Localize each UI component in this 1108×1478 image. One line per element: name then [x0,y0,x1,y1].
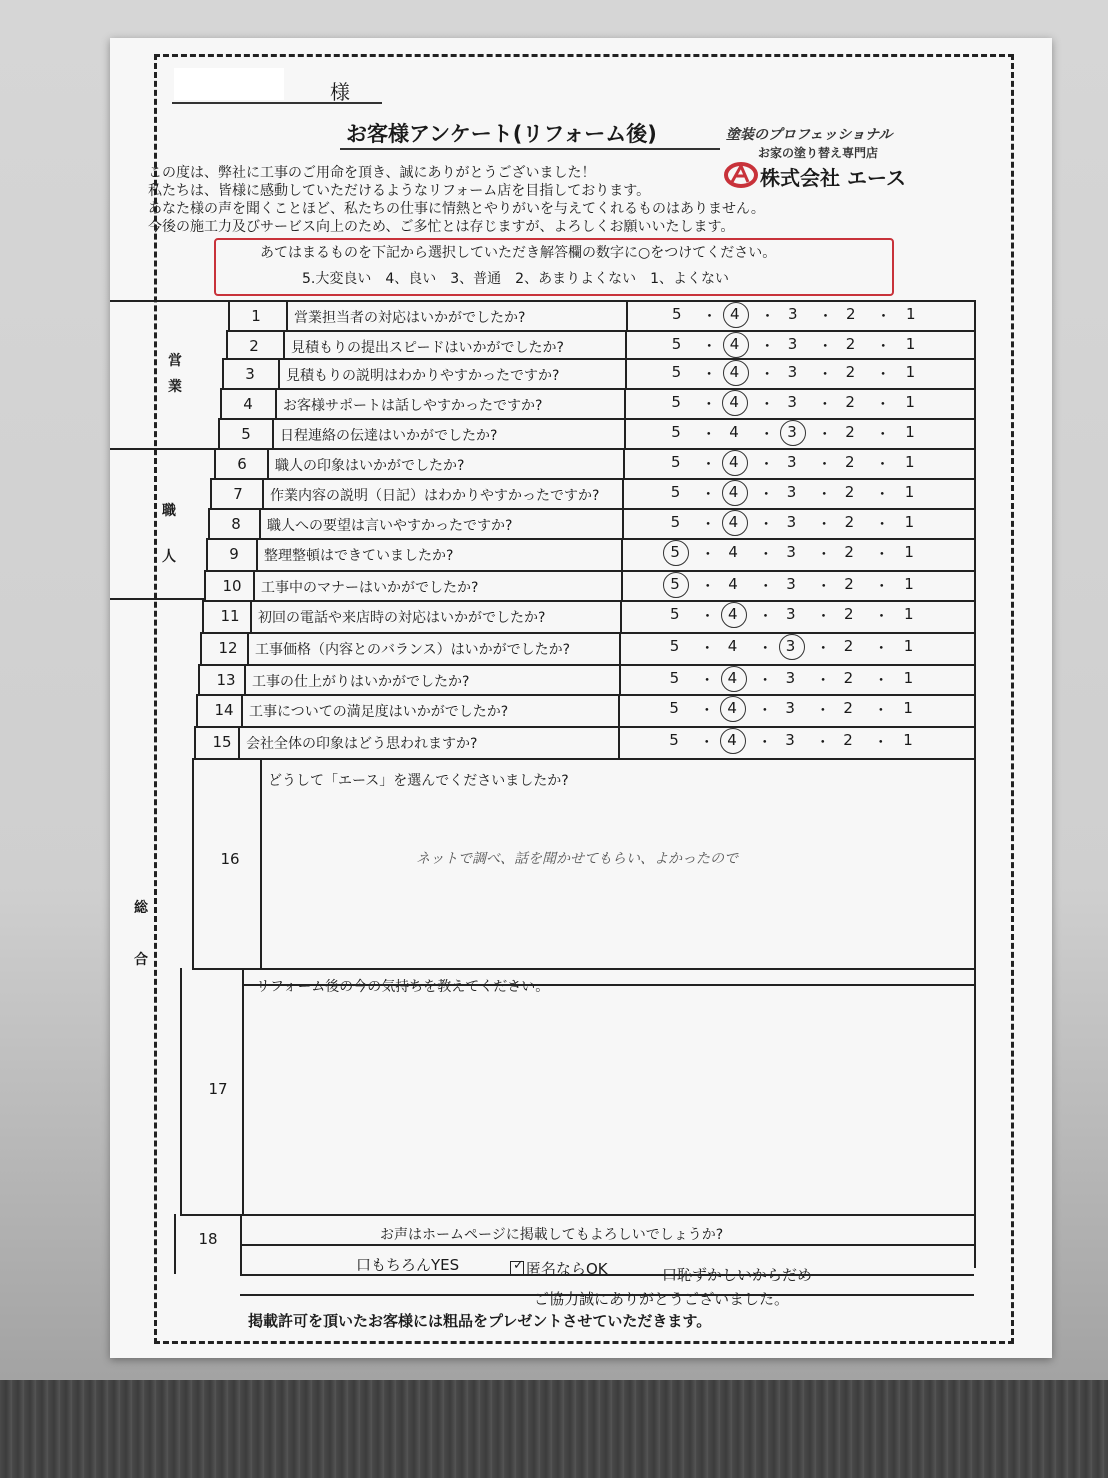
scale-separator: ・ [815,701,831,719]
intro-line: この度は、弊社に工事のご用命を頂き、誠にありがとうございました！ [148,165,596,181]
question-number: 12 [218,639,238,657]
scale-option[interactable]: 3 [786,605,796,623]
table-rule [222,358,224,388]
scale-option[interactable]: 1 [905,363,916,381]
table-rule [194,726,974,728]
rating-legend: 5.大変良い 4、良い 3、普通 2、あまりよくない 1、よくない [302,271,729,287]
scale-separator: ・ [816,485,832,503]
option-yes[interactable]: 口もちろんYES [356,1256,460,1274]
scale-option[interactable]: 1 [905,393,915,411]
title-underline [340,148,720,150]
scale-option[interactable]: 1 [905,423,915,441]
table-rule [283,330,285,358]
question-number: 8 [231,515,241,533]
answer-circle [723,360,749,386]
category-craftsmen: 職人 [162,503,176,565]
scale-option[interactable]: 4 [729,335,740,353]
scale-separator: ・ [700,515,716,533]
scale-separator: ・ [758,577,774,595]
table-rule [196,694,198,726]
scale-option[interactable]: 2 [845,453,855,471]
scale-separator: ・ [701,455,717,473]
scale-option[interactable]: 3 [785,637,796,655]
scale-separator: ・ [815,671,831,689]
scale-option[interactable]: 5 [671,363,682,381]
table-rule [620,600,622,632]
table-rule [198,664,200,694]
checked-box-icon: ✓ [510,1261,524,1275]
scale-option[interactable]: 1 [904,575,914,593]
scale-separator: ・ [701,425,717,443]
scale-option[interactable]: 5 [671,335,682,353]
scale-separator: ・ [875,365,891,383]
answer-circle [723,332,749,358]
answer-circle [723,302,749,328]
table-rule [192,758,194,968]
table-rule [242,984,974,986]
scale-option[interactable]: 5 [669,731,679,749]
table-rule [222,358,974,360]
scale-option[interactable]: 5 [671,453,681,471]
scale-option[interactable]: 4 [729,423,739,441]
scale-option[interactable]: 5 [671,423,681,441]
question-text: 整理整頓はできていましたか? [264,548,454,564]
scale-separator: ・ [875,455,891,473]
scale-separator: ・ [815,639,831,657]
question-text: 作業内容の説明（日記）はわかりやすかったですか? [270,488,600,504]
scale-option[interactable]: 5 [670,513,681,531]
scale-option[interactable]: 1 [904,483,915,501]
scale-separator: ・ [700,607,716,625]
question-text: 工事の仕上がりはいかがでしたか? [252,674,470,690]
table-rule [218,418,974,420]
scale-separator: ・ [699,701,715,719]
table-rule [622,478,624,508]
intro-line: 私たちは、皆様に感動していただけるようなリフォーム店を目指しております。 [148,183,651,199]
question-number: 5 [241,425,251,443]
question-text: 職人への要望は言いやすかったですか? [267,518,513,534]
scale-option[interactable]: 3 [787,393,797,411]
answer-circle [721,602,747,628]
scale-separator: ・ [758,545,774,563]
scale-separator: ・ [699,671,715,689]
category-overall: 総合 [134,900,148,968]
scale-separator: ・ [875,425,891,443]
table-rule [180,968,182,1214]
scale-option[interactable]: 5 [669,699,679,717]
table-rule [180,1214,974,1216]
scale-option[interactable]: 3 [785,669,796,687]
scale-separator: ・ [758,515,774,533]
scale-separator: ・ [875,395,891,413]
scale-option[interactable]: 3 [785,731,795,749]
table-rule [214,448,216,478]
table-rule [110,300,974,302]
scale-option[interactable]: 3 [785,699,795,717]
answer-circle [722,510,748,536]
scale-option[interactable]: 5 [670,575,680,593]
scale-option[interactable]: 2 [843,669,854,687]
scale-option[interactable]: 4 [728,575,738,593]
question-number: 11 [220,607,240,625]
question-number: 2 [249,337,259,355]
thanks-text: ご協力誠にありがとうございました。 [534,1290,790,1308]
scale-separator: ・ [757,639,773,657]
table-rule [200,632,974,634]
answer-circle [720,728,746,754]
scale-option[interactable]: 1 [903,669,914,687]
scale-separator: ・ [874,577,890,595]
table-rule [250,600,252,632]
table-rule [220,388,974,390]
scale-option[interactable]: 4 [728,605,738,623]
scale-option[interactable]: 1 [905,453,915,471]
question-text: 職人の印象はいかがでしたか? [275,458,465,474]
scale-option[interactable]: 3 [786,483,797,501]
company-logo-icon [724,162,758,188]
scale-separator: ・ [701,337,717,355]
scale-option[interactable]: 1 [903,731,913,749]
table-rule [194,758,974,760]
table-rule [623,448,625,478]
name-underline [172,102,382,104]
scale-separator: ・ [817,337,833,355]
desk-edge [0,1380,1108,1478]
question-number: 17 [208,1080,228,1098]
question-number: 4 [243,395,253,413]
table-rule [618,726,620,758]
scale-separator: ・ [874,607,890,625]
scale-separator: ・ [699,733,715,751]
scale-separator: ・ [873,671,889,689]
scale-separator: ・ [701,365,717,383]
table-rule [226,330,974,332]
scale-option[interactable]: 2 [845,423,855,441]
table-rule [621,570,623,600]
table-rule [192,968,974,970]
table-rule [198,664,974,666]
table-rule [253,570,255,600]
scale-option[interactable]: 3 [787,453,797,471]
scale-option[interactable]: 2 [843,699,853,717]
table-rule [240,1294,974,1296]
table-rule [196,694,974,696]
question-text: 見積もりの説明はわかりやすかったですか? [286,368,560,384]
category-sales: 営業 [168,353,182,395]
table-rule [624,418,626,448]
question-text: 工事中のマナーはいかがでしたか? [261,580,479,596]
table-rule [262,478,264,508]
scale-option[interactable]: 5 [670,605,680,623]
scale-separator: ・ [702,307,718,325]
table-rule [621,538,623,570]
scale-separator: ・ [816,545,832,563]
table-rule [214,448,974,450]
answer-circle [779,634,805,660]
scale-separator: ・ [759,425,775,443]
honorific: 様 [330,80,350,104]
table-rule [208,508,974,510]
question-number: 1 [251,307,261,325]
page-title: お客様アンケート(リフォーム後) [346,122,657,146]
question-number: 14 [214,701,234,719]
gift-notice: 掲載許可を頂いたお客様には粗品をプレゼントさせていただきます。 [248,1312,712,1330]
scale-option[interactable]: 1 [904,513,915,531]
scale-option[interactable]: 4 [729,453,739,471]
survey-sheet [110,38,1052,1358]
question-text: 営業担当者の対応はいかがでしたか? [294,310,526,326]
scale-separator: ・ [758,607,774,625]
instruction-text: あてはまるものを下記から選択していただき解答欄の数字に○をつけてください。 [260,245,777,261]
handwritten-answer: ネットで調べ、話を聞かせてもらい、よかったので [416,851,738,867]
table-rule [259,508,261,538]
scale-option[interactable]: 5 [670,483,681,501]
scale-separator: ・ [816,515,832,533]
scale-option[interactable]: 2 [843,637,854,655]
question-text: 日程連絡の伝達はいかがでしたか? [280,428,498,444]
question-number: 6 [237,455,247,473]
question-text: お声はホームページに掲載してもよろしいでしょうか? [380,1227,724,1243]
scale-separator: ・ [701,395,717,413]
company-name: 株式会社 エース [760,166,906,190]
scale-option[interactable]: 1 [906,305,916,323]
scale-option[interactable]: 3 [787,423,797,441]
question-text: 見積もりの提出スピードはいかがでしたか? [291,340,564,356]
scale-separator: ・ [817,425,833,443]
question-text: お客様サポートは話しやすかったですか? [283,398,543,414]
scale-option[interactable]: 1 [903,637,914,655]
scale-option[interactable]: 4 [728,513,739,531]
scale-option[interactable]: 5 [669,637,680,655]
table-rule [624,388,626,418]
scale-separator: ・ [815,733,831,751]
scale-separator: ・ [757,701,773,719]
customer-name-redaction [174,68,284,100]
question-number: 16 [220,850,240,868]
scale-separator: ・ [759,395,775,413]
question-text: 会社全体の印象はどう思われますか? [246,736,478,752]
scale-separator: ・ [758,485,774,503]
scale-option[interactable]: 4 [728,543,738,561]
table-rule [267,448,269,478]
question-number: 3 [245,365,255,383]
answer-circle [780,420,806,446]
question-number: 7 [233,485,243,503]
table-rule [202,600,974,602]
table-rule [204,570,206,600]
question-text: 初回の電話や来店時の対応はいかがでしたか? [258,610,546,626]
scale-option[interactable]: 4 [729,393,739,411]
scale-separator: ・ [817,365,833,383]
scale-separator: ・ [817,455,833,473]
table-rule [286,300,288,330]
table-rule [626,300,628,330]
scale-option[interactable]: 2 [844,575,854,593]
brand-tagline: 塗装のプロフェッショナル [726,127,893,143]
scale-option[interactable]: 3 [786,513,797,531]
table-rule [260,758,262,968]
table-rule [210,478,974,480]
scale-option[interactable]: 2 [846,305,856,323]
scale-option[interactable]: 3 [787,363,798,381]
question-text: 工事についての満足度はいかがでしたか? [249,704,509,720]
scale-separator: ・ [699,639,715,657]
scale-option[interactable]: 1 [904,543,914,561]
scale-option[interactable]: 5 [671,393,681,411]
scale-option[interactable]: 2 [844,513,855,531]
scale-option[interactable]: 4 [730,305,740,323]
table-rule [110,598,206,600]
scale-separator: ・ [818,307,834,325]
table-rule [625,358,627,388]
scale-option[interactable]: 4 [729,363,740,381]
table-rule [974,300,976,1268]
question-number: 18 [198,1230,218,1248]
scale-separator: ・ [816,577,832,595]
scale-option[interactable]: 3 [786,543,796,561]
table-rule [228,300,230,330]
scale-option[interactable]: 2 [845,393,855,411]
question-number: 10 [222,577,242,595]
table-rule [619,664,621,694]
question-text: どうして「エース」を選んでくださいましたか? [268,773,569,789]
scale-option[interactable]: 1 [903,699,913,717]
answer-circle [663,572,689,598]
table-rule [110,448,220,450]
table-rule [240,1274,974,1276]
intro-line: 今後の施工力及びサービス向上のため、ご多忙とは存じますが、よろしくお願いいたします。 [148,219,735,235]
scale-separator: ・ [874,545,890,563]
table-rule [200,632,202,664]
table-rule [619,632,621,664]
scale-option[interactable]: 5 [669,669,680,687]
table-rule [275,388,277,418]
option-anonymous[interactable]: ✓ 匿名ならOK [510,1258,608,1279]
table-rule [218,418,220,448]
scale-option[interactable]: 5 [672,305,682,323]
intro-line: あなた様の声を聞くことほど、私たちの仕事に情熱とやりがいを与えてくれるものはありません。 [148,201,765,217]
brand-subtitle: お家の塗り替え専門店 [758,146,879,160]
scale-option[interactable]: 2 [844,483,855,501]
table-rule [206,538,208,570]
question-number: 13 [216,671,236,689]
scale-option[interactable]: 2 [844,543,854,561]
table-rule [206,538,974,540]
table-rule [194,726,196,758]
table-rule [618,694,620,726]
scale-option[interactable]: 3 [786,575,796,593]
scale-separator: ・ [873,701,889,719]
table-rule [278,358,280,388]
scale-separator: ・ [700,485,716,503]
table-rule [272,418,274,448]
scale-separator: ・ [875,337,891,355]
scale-separator: ・ [874,485,890,503]
table-rule [625,330,627,358]
answer-circle [721,666,747,692]
answer-circle [722,450,748,476]
scale-separator: ・ [759,365,775,383]
table-rule [210,478,212,508]
scale-option[interactable]: 1 [905,335,916,353]
scale-option[interactable]: 4 [727,731,737,749]
question-text: 工事価格（内容とのバランス）はいかがでしたか? [255,642,571,658]
scale-separator: ・ [817,395,833,413]
table-rule [220,388,222,418]
scale-option[interactable]: 5 [670,543,680,561]
scale-separator: ・ [874,515,890,533]
scale-option[interactable]: 4 [727,699,737,717]
table-rule [202,600,204,632]
scale-separator: ・ [700,577,716,595]
table-rule [622,508,624,538]
scale-separator: ・ [757,733,773,751]
scale-option[interactable]: 1 [904,605,914,623]
scale-option[interactable]: 4 [727,637,738,655]
scale-option[interactable]: 4 [727,669,738,687]
table-rule [204,570,974,572]
scale-separator: ・ [757,671,773,689]
option-no[interactable]: 口恥ずかしいからだめ [662,1266,813,1284]
scale-separator: ・ [873,639,889,657]
scale-separator: ・ [876,307,892,325]
question-number: 9 [229,545,239,563]
table-rule [256,538,258,570]
answer-circle [722,480,748,506]
scale-option[interactable]: 2 [843,731,853,749]
scale-separator: ・ [700,545,716,563]
scale-option[interactable]: 2 [844,605,854,623]
question-text: リフォーム後の今の気持ちを教えてください。 [256,979,550,995]
scale-separator: ・ [816,607,832,625]
table-rule [208,508,210,538]
question-number: 15 [212,733,232,751]
scale-separator: ・ [759,455,775,473]
scale-option[interactable]: 3 [788,305,798,323]
table-rule [174,1214,176,1274]
scale-option[interactable]: 3 [787,335,798,353]
table-rule [242,968,244,1214]
scale-option[interactable]: 2 [845,335,856,353]
scale-separator: ・ [759,337,775,355]
scale-option[interactable]: 2 [845,363,856,381]
table-rule [226,330,228,358]
scale-separator: ・ [873,733,889,751]
table-rule [240,1244,974,1246]
scale-separator: ・ [760,307,776,325]
scale-option[interactable]: 4 [728,483,739,501]
